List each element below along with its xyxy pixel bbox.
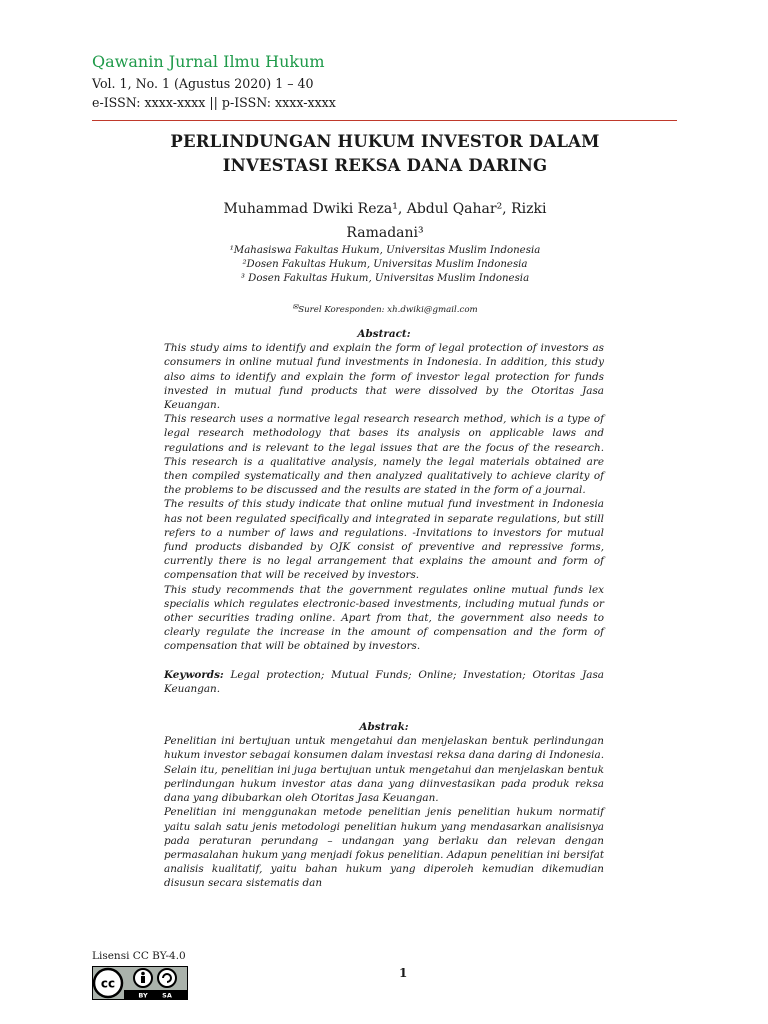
badge-by-label: BY <box>138 991 148 1000</box>
authors-line-1: Muhammad Dwiki Reza¹, Abdul Qahar², Rizki <box>223 201 547 217</box>
affiliation-1: ¹Mahasiswa Fakultas Hukum, Universitas Muslim Indonesia <box>229 245 541 256</box>
abstract-paragraph-4: This study recommends that the government regulates online mutual funds lex specialis which regulates electronic-based investments, including mutual funds or other securities trading online. Apart from that, the government also needs to clearly regulate the increase in the amount of compensation and the form of compensation that will be obtained by investors. <box>164 583 604 653</box>
page-number: 1 <box>399 966 408 980</box>
author-list <box>180 197 590 245</box>
email-icon: ✉ <box>292 303 299 311</box>
header-divider <box>92 120 677 121</box>
affiliation-3: ³ Dosen Fakultas Hukum, Universitas Muslim Indonesia <box>240 273 530 284</box>
cc-by-sa-badge <box>92 966 188 1000</box>
svg-text:cc: cc <box>100 976 116 991</box>
journal-issn: e-ISSN: xxxx-xxxx || p-ISSN: xxxx-xxxx <box>92 95 336 110</box>
license-block <box>92 950 188 1000</box>
keywords-label: Keywords: <box>164 668 224 681</box>
keywords-text: Legal protection; Mutual Funds; Online; Investation; Otoritas Jasa Keuangan. <box>164 668 604 695</box>
badge-sa-label: SA <box>162 991 172 1000</box>
license-text: Lisensi CC BY-4.0 <box>92 950 186 962</box>
journal-name: Qawanin Jurnal Ilmu Hukum <box>92 52 325 71</box>
journal-issue: Vol. 1, No. 1 (Agustus 2020) 1 – 40 <box>92 76 314 91</box>
authors-line-2: Ramadani³ <box>346 225 424 241</box>
abstract-paragraph-3: The results of this study indicate that online mutual fund investment in Indonesia has not been regulated specifically and integrated in separate regulations, but still refers to a number of laws and regulations. -Invitations to investors for mutual fund products disbanded by OJK consist of preventive and repressive forms, currently there is no legal arrangement that explains the amount and form of compensation that will be received by investors. <box>164 498 604 582</box>
email-text: Surel Koresponden: xh.dwiki@gmail.com <box>298 305 478 315</box>
title-line-2: INVESTASI REKSA DANA DARING <box>222 156 548 175</box>
corresponding-email <box>150 301 620 316</box>
title-line-1: PERLINDUNGAN HUKUM INVESTOR DALAM <box>170 132 600 151</box>
keywords <box>164 668 604 696</box>
article-title <box>150 130 620 178</box>
abstrak-paragraph-1: Penelitian ini bertujuan untuk mengetahui dan menjelaskan bentuk perlindungan hukum investor sebagai konsumen dalam investasi reksa dana daring di Indonesia. Selain itu, penelitian ini juga bertujuan untuk mengetahui dan menjelaskan bentuk perlindungan hukum investor atas dana yang diinvestasikan pada produk reksa dana yang dibubarkan oleh Otoritas Jasa Keuangan. <box>164 735 604 805</box>
affiliations <box>150 244 620 286</box>
journal-header <box>92 50 682 112</box>
abstract-heading: Abstract: <box>357 328 411 340</box>
affiliation-2: ²Dosen Fakultas Hukum, Universitas Muslim Indonesia <box>242 259 528 270</box>
abstract-paragraph-2: This research uses a normative legal research research method, which is a type of legal research methodology that bases its analysis on applicable laws and regulations and is relevant to the legal issues that are the focus of the research. This research is a qualitative analysis, namely the legal materials obtained are then compiled systematically and then analyzed qualitatively to achieve clarity of the problems to be discussed and the results are stated in the form of a journal. <box>164 413 604 497</box>
abstrak-paragraph-2: Penelitian ini menggunakan metode penelitian jenis penelitian hukum normatif yaitu salah satu jenis metodologi penelitian hukum yang mendasarkan analisisnya pada peraturan perundang – undangan yang berlaku dan relevan dengan permasalahan hukum yang menjadi fokus penelitian. Adapun penelitian ini bersifat analisis kualitatif, yaitu bahan hukum yang diperoleh kemudian dikemudian disusun secara sistematis dan <box>164 806 604 890</box>
abstrak-heading: Abstrak: <box>359 721 409 734</box>
abstract-section <box>164 327 604 891</box>
abstract-paragraph-1: This study aims to identify and explain the form of legal protection of investors as consumers in online mutual fund investments in Indonesia. In addition, this study also aims to identify and explain the form of investor legal protection for funds invested in mutual fund products that were dissolved by the Otoritas Jasa Keuangan. <box>164 342 604 412</box>
